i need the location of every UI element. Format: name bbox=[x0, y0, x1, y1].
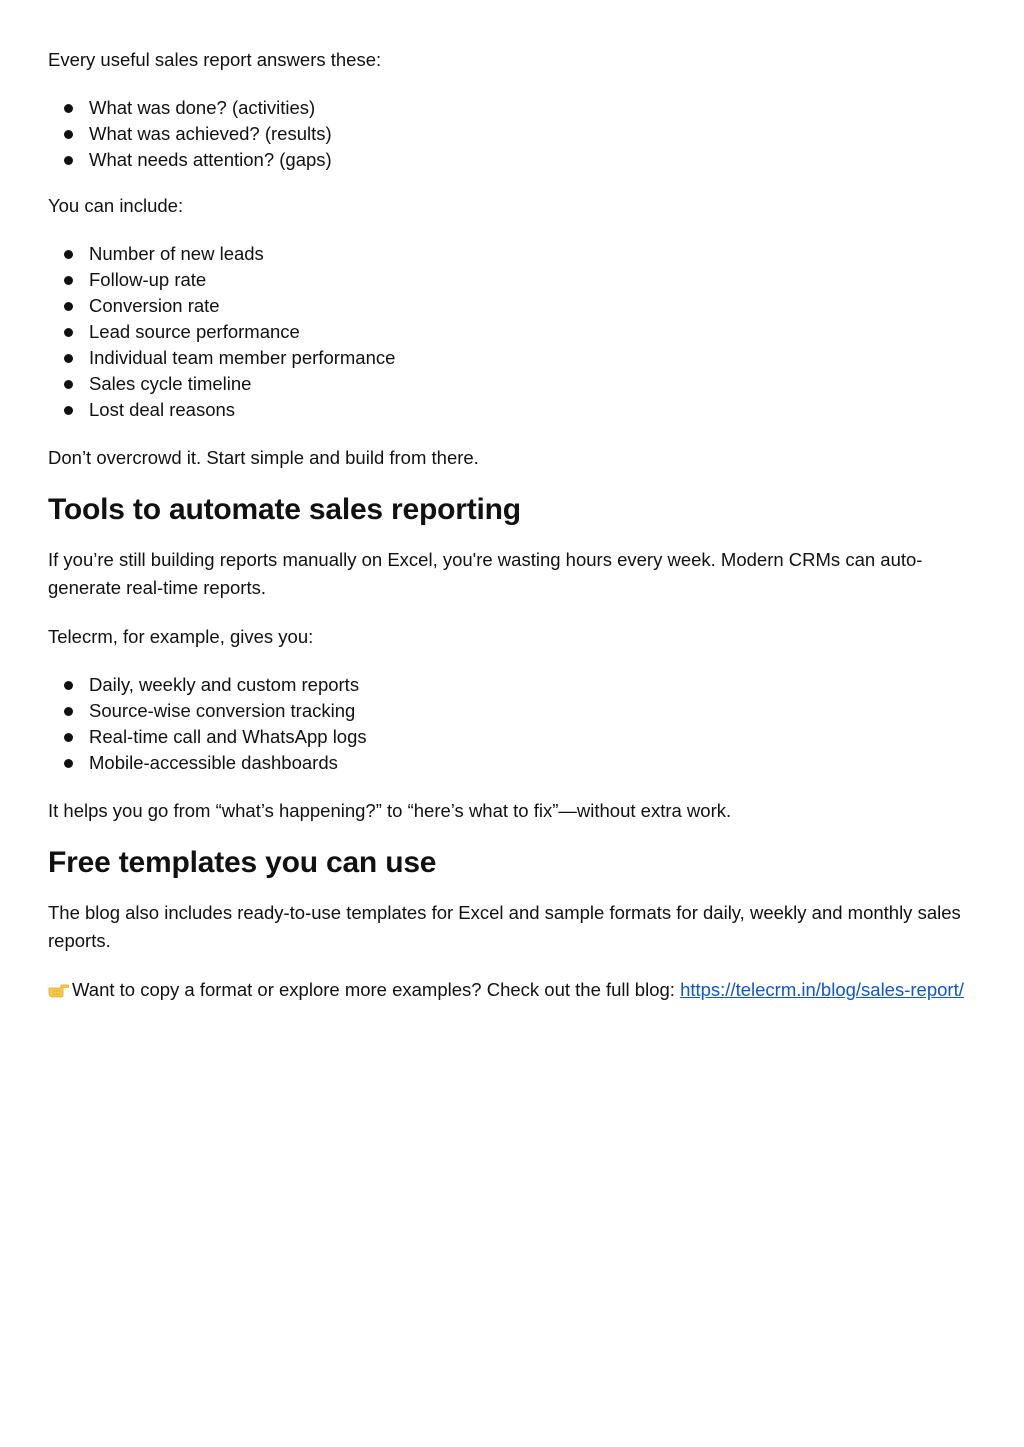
list-item: Follow-up rate bbox=[48, 267, 976, 293]
list-item: Individual team member performance bbox=[48, 345, 976, 371]
intro-text: Every useful sales report answers these: bbox=[48, 49, 382, 70]
list-item: Lost deal reasons bbox=[48, 397, 976, 423]
bullet-icon bbox=[64, 276, 73, 285]
list-item: Sales cycle timeline bbox=[48, 371, 976, 397]
list-item: What was achieved? (results) bbox=[48, 121, 976, 147]
bullet-icon bbox=[64, 733, 73, 742]
tools-heading: Tools to automate sales reporting bbox=[48, 493, 521, 526]
templates-cta bbox=[48, 976, 976, 1004]
bullet-icon bbox=[64, 681, 73, 690]
list-item: Number of new leads bbox=[48, 241, 976, 267]
include-text: You can include: bbox=[48, 195, 184, 216]
bullet-icon bbox=[64, 759, 73, 768]
bullet-icon bbox=[64, 156, 73, 165]
list-item: What was done? (activities) bbox=[48, 95, 976, 121]
bullet-icon bbox=[64, 354, 73, 363]
tools-paragraph: If you’re still building reports manually on Excel, you're wasting hours every week. Modern CRMs can auto-generate real-time reports. bbox=[48, 549, 923, 598]
blog-link[interactable]: https://telecrm.in/blog/sales-report/ bbox=[680, 979, 964, 1000]
tools-closing: It helps you go from “what’s happening?” to “here’s what to fix”—without extra work. bbox=[48, 800, 732, 821]
include-list bbox=[48, 241, 976, 423]
intro-list bbox=[48, 95, 976, 173]
list-item: Conversion rate bbox=[48, 293, 976, 319]
bullet-icon bbox=[64, 250, 73, 259]
bullet-icon bbox=[64, 104, 73, 113]
list-item: What needs attention? (gaps) bbox=[48, 147, 976, 173]
bullet-icon bbox=[64, 302, 73, 311]
list-item: Daily, weekly and custom reports bbox=[48, 672, 976, 698]
templates-paragraph: The blog also includes ready-to-use templates for Excel and sample formats for daily, weekly and monthly sales reports. bbox=[48, 902, 961, 951]
tools-lead-in: Telecrm, for example, gives you: bbox=[48, 626, 314, 647]
templates-heading: Free templates you can use bbox=[48, 846, 437, 879]
list-item: Mobile-accessible dashboards bbox=[48, 750, 976, 776]
pointing-hand-icon bbox=[48, 978, 69, 994]
list-item: Lead source performance bbox=[48, 319, 976, 345]
tools-list bbox=[48, 672, 976, 776]
list-item: Real-time call and WhatsApp logs bbox=[48, 724, 976, 750]
cta-text: Want to copy a format or explore more examples? Check out the full blog: bbox=[72, 979, 681, 1000]
bullet-icon bbox=[64, 328, 73, 337]
bullet-icon bbox=[64, 130, 73, 139]
bullet-icon bbox=[64, 707, 73, 716]
bullet-icon bbox=[64, 380, 73, 389]
bullet-icon bbox=[64, 406, 73, 415]
include-closing: Don’t overcrowd it. Start simple and build from there. bbox=[48, 447, 479, 468]
list-item: Source-wise conversion tracking bbox=[48, 698, 976, 724]
